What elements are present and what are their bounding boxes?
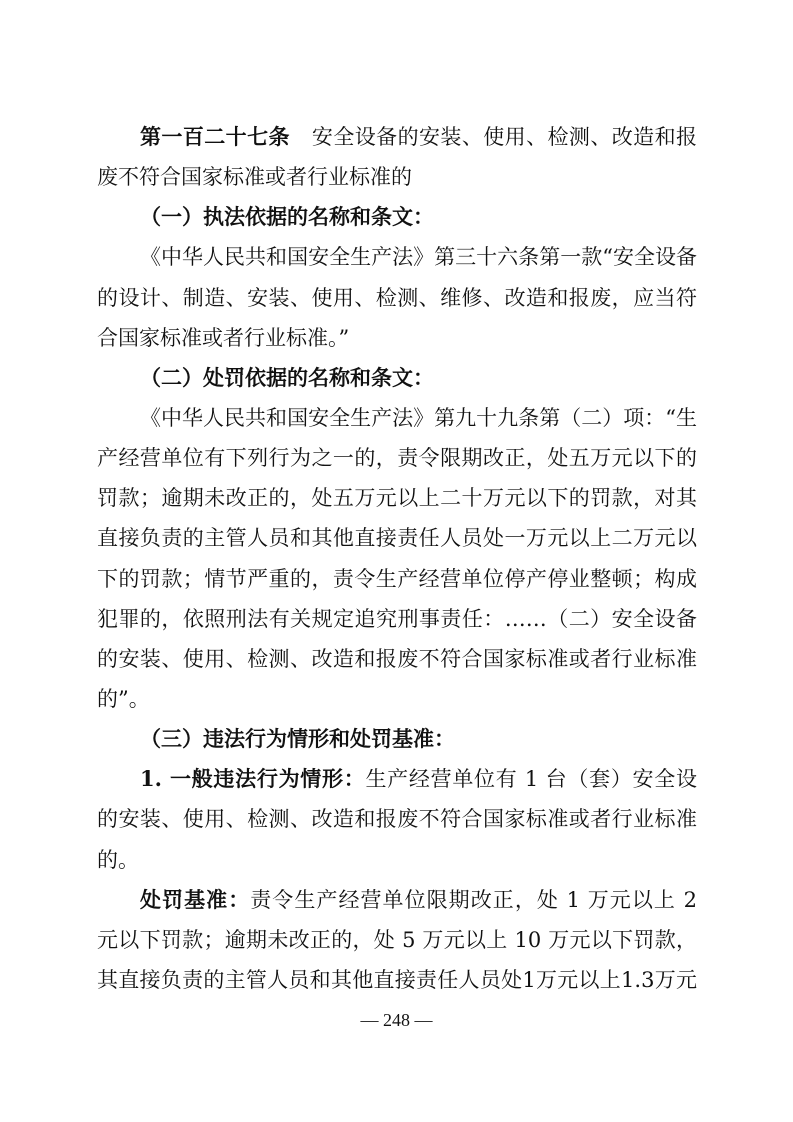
text-line: 直接负责的主管人员和其他直接责任人员处一万元以上二万元以 <box>97 526 697 551</box>
text-span: 责令生产经营单位限期改正，处 1 万元以上 2 <box>250 887 697 912</box>
text-line: 产经营单位有下列行为之一的，责令限期改正，处五万元以下的 <box>97 446 697 471</box>
page-number: — 248 — <box>360 1010 433 1030</box>
text-line: 犯罪的，依照刑法有关规定追究刑事责任：……（二）安全设备 <box>97 606 697 631</box>
penalty-standard-line <box>97 880 697 920</box>
text-line: 《中华人民共和国安全生产法》第三十六条第一款“安全设备 <box>140 245 697 270</box>
article-number: 第一百二十七条 <box>140 124 290 149</box>
text-line: 的安装、使用、检测、改造和报废不符合国家标准或者行业标准 <box>97 807 697 832</box>
text-line: 下的罚款；情节严重的，责令生产经营单位停产停业整顿；构成 <box>97 566 697 591</box>
text-line: 的。 <box>97 847 139 872</box>
text-line: 合国家标准或者行业标准。” <box>97 325 350 350</box>
article-title: 安全设备的安装、使用、检测、改造和报 <box>311 125 697 149</box>
document-body <box>97 117 697 1000</box>
article-title-continuation: 废不符合国家标准或者行业标准的 <box>97 165 412 190</box>
general-case-line <box>97 759 697 799</box>
text-line: 的设计、制造、安装、使用、检测、维修、改造和报废，应当符 <box>97 285 697 310</box>
text-line: 其直接负责的主管人员和其他直接责任人员处1万元以上1.3万元 <box>97 967 697 992</box>
text-span: 生产经营单位有 1 台（套）安全设 <box>365 767 697 792</box>
enforcement-basis-heading: （一）执法依据的名称和条文： <box>140 204 434 230</box>
general-case-label: 1. 一般违法行为情形： <box>140 766 366 792</box>
text-line: 的安装、使用、检测、改造和报废不符合国家标准或者行业标准 <box>97 646 697 671</box>
violation-standards-heading: （三）违法行为情形和处罚基准： <box>140 726 455 752</box>
penalty-standard-label: 处罚基准： <box>140 886 251 912</box>
text-line: 《中华人民共和国安全生产法》第九十九条第（二）项：“生 <box>140 405 697 430</box>
text-line: 元以下罚款；逾期未改正的，处 5 万元以上 10 万元以下罚款， <box>97 927 697 952</box>
article-heading-line <box>97 117 697 157</box>
penalty-basis-heading: （二）处罚依据的名称和条文： <box>140 364 434 390</box>
text-line: 的”。 <box>97 686 150 711</box>
text-line: 罚款；逾期未改正的，处五万元以上二十万元以下的罚款，对其 <box>97 486 697 511</box>
